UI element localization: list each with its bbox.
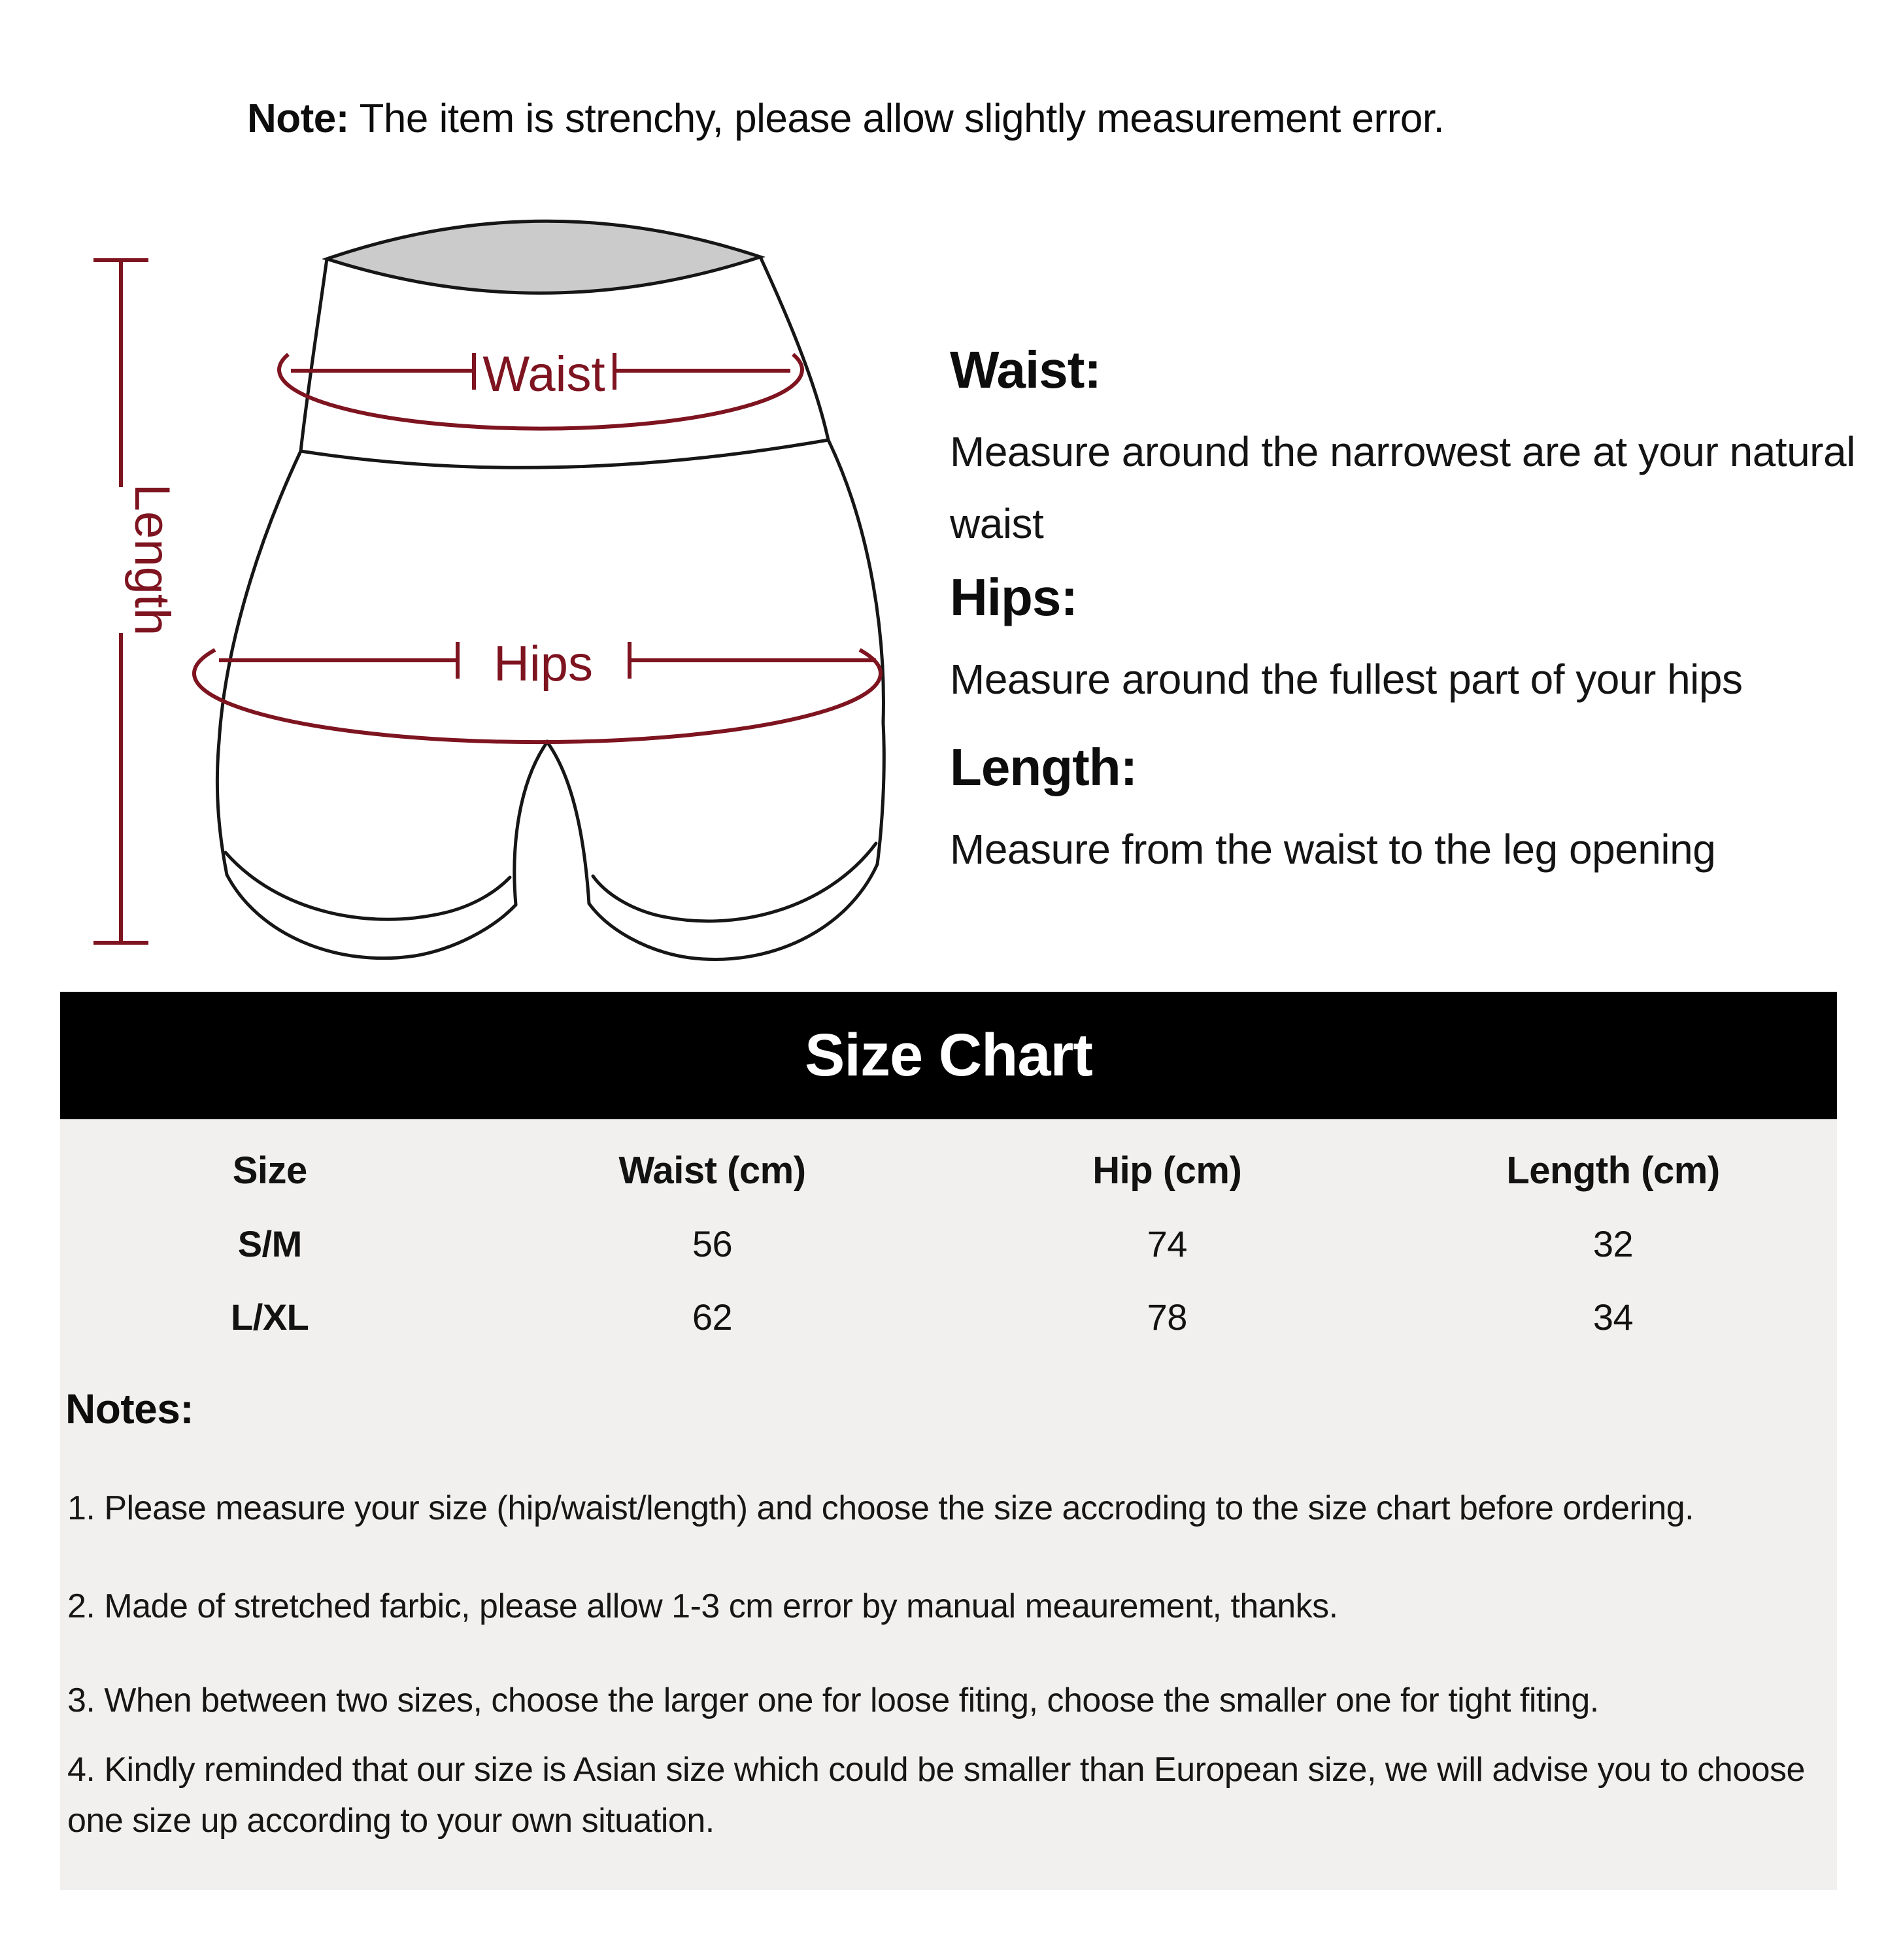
col-header-hip: Hip (cm)	[1092, 1149, 1242, 1192]
row2-size: L/XL	[231, 1296, 309, 1338]
stretch-note	[247, 95, 1444, 142]
stretch-note-label: Note:	[247, 96, 349, 141]
note-item-4: 4. Kindly reminded that our size is Asian size which could be smaller than European size, we will advise you to choose one size up according to your own situation.	[67, 1751, 1805, 1840]
guide-hips-title: Hips:	[950, 568, 1077, 626]
table-row	[60, 1280, 1837, 1353]
col-header-length: Length (cm)	[1506, 1149, 1720, 1192]
size-table	[60, 1134, 1837, 1353]
waist-label: Waist	[482, 346, 605, 402]
hips-label: Hips	[493, 636, 594, 692]
note-item-3: 3. When between two sizes, choose the larger one for loose fiting, choose the smaller one for tight fiting.	[67, 1681, 1599, 1719]
guide-waist-desc: Measure around the narrowest are at your natural waist	[950, 428, 1855, 548]
row1-size: S/M	[237, 1223, 302, 1264]
col-header-size: Size	[232, 1149, 307, 1192]
shorts-diagram-svg	[62, 190, 918, 1013]
shorts-left-side	[217, 451, 301, 875]
left-leg-hem-seam	[226, 853, 510, 919]
row2-length: 34	[1592, 1296, 1634, 1338]
shorts-right-side	[828, 440, 884, 864]
right-leg-hem-bottom	[589, 864, 877, 959]
row1-waist: 56	[692, 1223, 733, 1264]
row1-hip: 74	[1147, 1223, 1187, 1264]
col-header-waist: Waist (cm)	[618, 1149, 806, 1192]
note-item-1: 1. Please measure your size (hip/waist/length) and choose the size accroding to the size chart before ordering.	[67, 1489, 1694, 1527]
guide-hips	[950, 567, 1885, 715]
size-chart-title: Size Chart	[805, 1022, 1092, 1089]
table-header-row	[60, 1134, 1837, 1207]
right-leg-hem-seam	[593, 843, 876, 921]
length-label: Length	[124, 483, 180, 636]
notes-title: Notes:	[65, 1385, 194, 1432]
table-row	[60, 1207, 1837, 1280]
guide-waist	[950, 340, 1885, 560]
stretch-note-text: The item is strenchy, please allow slightly measurement error.	[348, 96, 1445, 141]
row1-length: 32	[1592, 1223, 1634, 1264]
row2-waist: 62	[692, 1296, 733, 1338]
guide-waist-title: Waist:	[950, 341, 1102, 399]
row2-hip: 78	[1147, 1296, 1187, 1338]
guide-hips-desc: Measure around the fullest part of your hips	[950, 656, 1743, 703]
guide-length-title: Length:	[950, 738, 1137, 796]
guide-length	[950, 737, 1885, 885]
waist-opening-shape	[327, 221, 760, 293]
note-item-2: 2. Made of stretched farbic, please allow 1-3 cm error by manual meaurement, thanks.	[67, 1587, 1338, 1625]
crotch-curve	[514, 742, 589, 905]
waistband-left-edge	[301, 259, 327, 451]
guide-length-desc: Measure from the waist to the leg opening	[950, 826, 1716, 873]
waistband-seam	[301, 440, 828, 467]
shorts-measurement-diagram	[62, 190, 918, 1013]
size-chart-header	[60, 992, 1837, 1119]
waistband-right-edge	[760, 257, 828, 440]
